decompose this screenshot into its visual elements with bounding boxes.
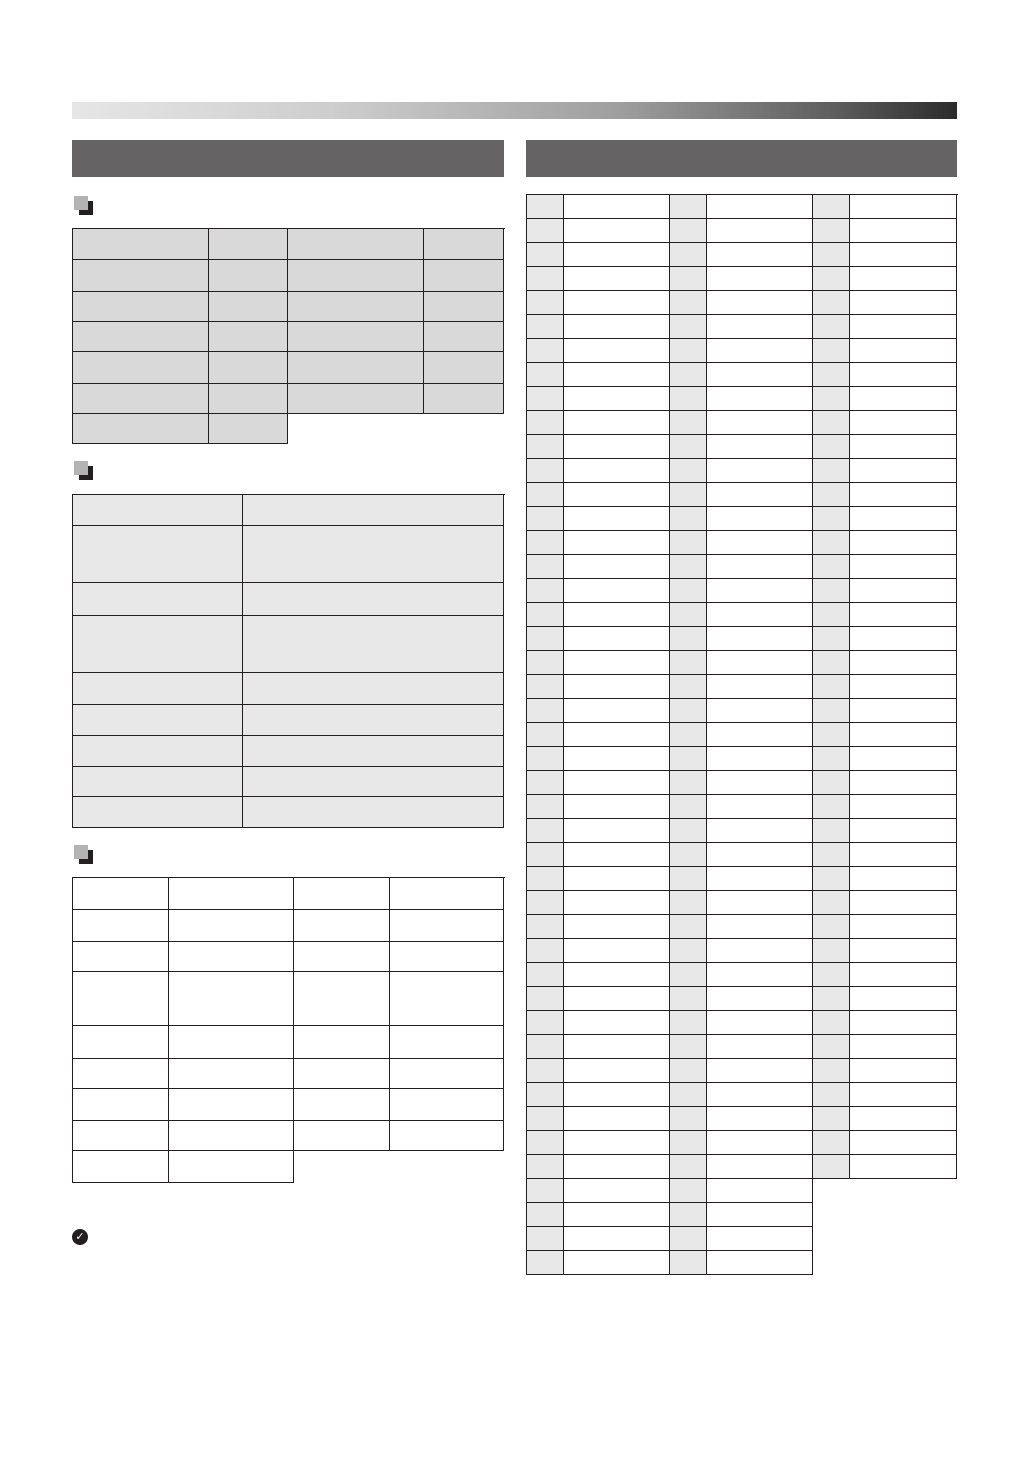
- table-cell: [424, 322, 504, 352]
- table-cell: [390, 942, 504, 972]
- code-name-cell: [564, 555, 670, 1275]
- table-cell: [73, 384, 209, 414]
- table-cell: [73, 673, 243, 705]
- code-name-cell: [850, 363, 957, 1179]
- code-number-cell: [670, 603, 707, 651]
- table-cell: [390, 878, 504, 910]
- spec-table-2: [72, 494, 505, 828]
- table-cell: [73, 322, 209, 352]
- table-cell: [243, 705, 504, 736]
- table-cell: [243, 583, 504, 616]
- table-cell: [288, 292, 424, 322]
- table-cell: [288, 260, 424, 292]
- table-cell: [73, 583, 243, 616]
- table-cell: [169, 1121, 294, 1151]
- code-name-cell: [850, 195, 957, 315]
- table-cell: [73, 1026, 169, 1059]
- code-list-table: [526, 194, 958, 1275]
- table-cell: [424, 384, 504, 414]
- table-cell: [73, 292, 209, 322]
- code-number-cell: [813, 363, 850, 1179]
- table-cell: [390, 972, 504, 1026]
- table-cell: [73, 495, 243, 526]
- code-name-cell: [707, 1203, 813, 1251]
- code-name-cell: [564, 507, 670, 555]
- code-number-cell: [670, 1155, 707, 1203]
- table-cell: [209, 229, 288, 260]
- table-cell: [169, 1059, 294, 1089]
- table-cell: [209, 352, 288, 384]
- table-cell: [73, 736, 243, 767]
- table-cell: [73, 352, 209, 384]
- code-name-cell: [707, 387, 813, 435]
- table-cell: [73, 942, 169, 972]
- table-cell: [294, 1089, 390, 1121]
- table-cell: [73, 1059, 169, 1089]
- table-cell: [169, 1151, 294, 1183]
- table-blank: [294, 1151, 504, 1183]
- code-name-cell: [707, 195, 813, 387]
- table-cell: [294, 1059, 390, 1089]
- table-cell: [243, 616, 504, 673]
- code-number-cell: [813, 195, 850, 315]
- table-cell: [390, 1059, 504, 1089]
- code-number-cell: [527, 195, 564, 507]
- table-cell: [73, 260, 209, 292]
- code-number-cell: [527, 507, 564, 555]
- table-cell: [169, 910, 294, 942]
- table-cell: [288, 384, 424, 414]
- checkmark-circle-icon: ✓: [72, 1229, 88, 1245]
- left-section-header: [72, 140, 504, 177]
- table-blank: [288, 414, 504, 444]
- table-cell: [73, 229, 209, 260]
- code-name-cell: [707, 651, 813, 1011]
- table-cell: [390, 1121, 504, 1151]
- table-cell: [73, 1121, 169, 1151]
- table-cell: [294, 878, 390, 910]
- table-cell: [288, 322, 424, 352]
- table-cell: [288, 229, 424, 260]
- table-cell: [73, 797, 243, 828]
- table-cell: [294, 972, 390, 1026]
- code-number-cell: [670, 1203, 707, 1251]
- table-cell: [73, 878, 169, 910]
- right-section-header: [526, 140, 957, 177]
- table-cell: [294, 942, 390, 972]
- code-name-cell: [707, 1251, 813, 1275]
- table-cell: [169, 878, 294, 910]
- code-number-cell: [670, 387, 707, 435]
- table-cell: [73, 767, 243, 797]
- table-cell: [169, 1026, 294, 1059]
- code-name-cell: [707, 1155, 813, 1203]
- code-number-cell: [670, 1251, 707, 1275]
- table-cell: [243, 526, 504, 583]
- layered-square-icon: [74, 196, 94, 216]
- table-cell: [73, 414, 209, 444]
- table-cell: [73, 972, 169, 1026]
- table-cell: [243, 495, 504, 526]
- table-cell: [243, 797, 504, 828]
- table-cell: [73, 705, 243, 736]
- code-name-cell: [707, 603, 813, 651]
- page-header-bar: [72, 102, 957, 119]
- code-name-cell: [850, 315, 957, 363]
- layered-square-icon: [74, 845, 94, 865]
- table-cell: [390, 1026, 504, 1059]
- table-cell: [243, 736, 504, 767]
- code-number-cell: [813, 315, 850, 363]
- table-cell: [169, 942, 294, 972]
- table-cell: [73, 1089, 169, 1121]
- table-cell: [424, 352, 504, 384]
- code-name-cell: [707, 435, 813, 603]
- table-cell: [169, 1089, 294, 1121]
- table-cell: [209, 322, 288, 352]
- code-number-cell: [527, 555, 564, 1275]
- code-number-cell: [670, 1059, 707, 1107]
- code-number-cell: [670, 195, 707, 387]
- table-cell: [209, 384, 288, 414]
- code-name-cell: [707, 1107, 813, 1155]
- layered-square-icon: [74, 461, 94, 481]
- table-blank: [813, 1179, 957, 1275]
- table-cell: [390, 1089, 504, 1121]
- code-name-cell: [564, 195, 670, 507]
- table-cell: [294, 1121, 390, 1151]
- table-cell: [73, 910, 169, 942]
- table-cell: [73, 526, 243, 583]
- table-cell: [288, 352, 424, 384]
- spec-table-3: [72, 877, 505, 1183]
- spec-table-1: [72, 228, 505, 444]
- table-cell: [169, 972, 294, 1026]
- code-number-cell: [670, 651, 707, 1011]
- table-cell: [209, 414, 288, 444]
- code-name-cell: [707, 1059, 813, 1107]
- code-number-cell: [670, 1011, 707, 1059]
- table-cell: [424, 229, 504, 260]
- code-number-cell: [670, 435, 707, 603]
- table-cell: [243, 673, 504, 705]
- table-cell: [424, 292, 504, 322]
- table-cell: [390, 910, 504, 942]
- code-number-cell: [670, 1107, 707, 1155]
- table-cell: [209, 292, 288, 322]
- table-cell: [294, 1026, 390, 1059]
- table-cell: [209, 260, 288, 292]
- table-cell: [73, 616, 243, 673]
- table-cell: [243, 767, 504, 797]
- code-name-cell: [707, 1011, 813, 1059]
- table-cell: [424, 260, 504, 292]
- table-cell: [294, 910, 390, 942]
- table-cell: [73, 1151, 169, 1183]
